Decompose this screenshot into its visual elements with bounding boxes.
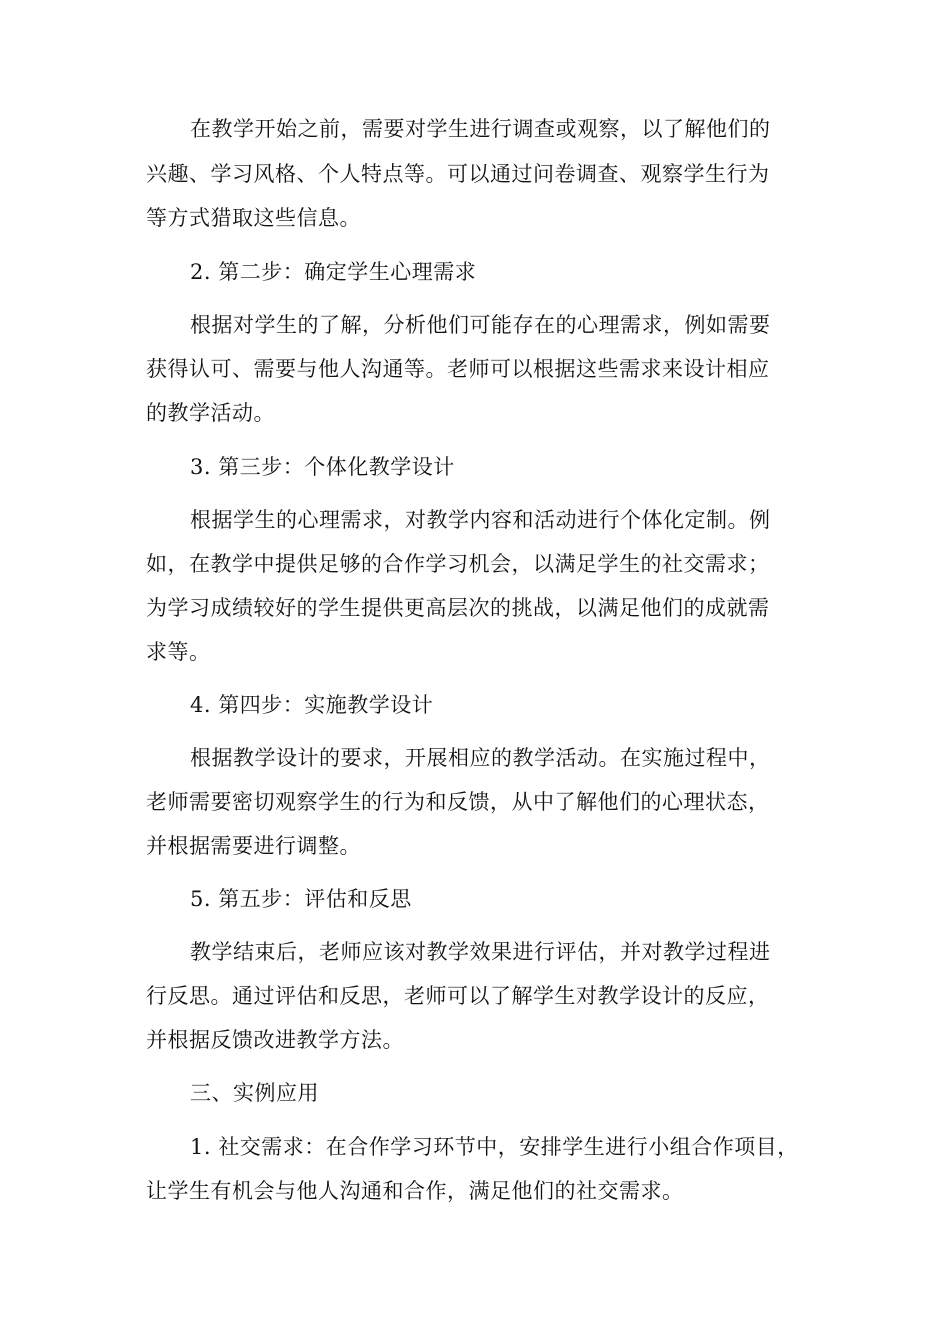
step-heading: 4. 第四步：实施教学设计 xyxy=(190,693,434,717)
body-text-line: 教学结束后，老师应该对教学效果进行评估，并对教学过程进 xyxy=(190,940,771,964)
step-heading: 5. 第五步：评估和反思 xyxy=(190,887,412,911)
body-text-line: 让学生有机会与他人沟通和合作，满足他们的社交需求。 xyxy=(146,1179,684,1203)
body-text-line: 如，在教学中提供足够的合作学习机会，以满足学生的社交需求； xyxy=(146,552,770,576)
body-text-line: 在教学开始之前，需要对学生进行调查或观察，以了解他们的 xyxy=(190,117,771,141)
body-text-line: 并根据需要进行调整。 xyxy=(146,834,361,858)
body-text-line: 兴趣、学习风格、个人特点等。可以通过问卷调查、观察学生行为 xyxy=(146,162,770,186)
step-heading: 2. 第二步：确定学生心理需求 xyxy=(190,260,477,284)
body-text-line: 为学习成绩较好的学生提供更高层次的挑战，以满足他们的成就需 xyxy=(146,596,770,620)
body-text-line: 求等。 xyxy=(146,640,211,664)
body-text-line: 行反思。通过评估和反思，老师可以了解学生对教学设计的反应， xyxy=(146,984,770,1008)
body-text-line: 老师需要密切观察学生的行为和反馈，从中了解他们的心理状态， xyxy=(146,790,770,814)
body-text-line: 并根据反馈改进教学方法。 xyxy=(146,1028,404,1052)
body-text-line: 获得认可、需要与他人沟通等。老师可以根据这些需求来设计相应 xyxy=(146,357,770,381)
body-text-line: 的教学活动。 xyxy=(146,401,275,425)
section-heading: 三、实例应用 xyxy=(190,1081,319,1105)
step-heading: 3. 第三步：个体化教学设计 xyxy=(190,455,455,479)
body-text-line: 根据对学生的了解，分析他们可能存在的心理需求，例如需要 xyxy=(190,313,771,337)
body-text-line: 1. 社交需求：在合作学习环节中，安排学生进行小组合作项目， xyxy=(190,1135,799,1159)
body-text-line: 根据教学设计的要求，开展相应的教学活动。在实施过程中， xyxy=(190,746,771,770)
body-text-line: 根据学生的心理需求，对教学内容和活动进行个体化定制。例 xyxy=(190,508,771,532)
body-text-line: 等方式猎取这些信息。 xyxy=(146,206,361,230)
